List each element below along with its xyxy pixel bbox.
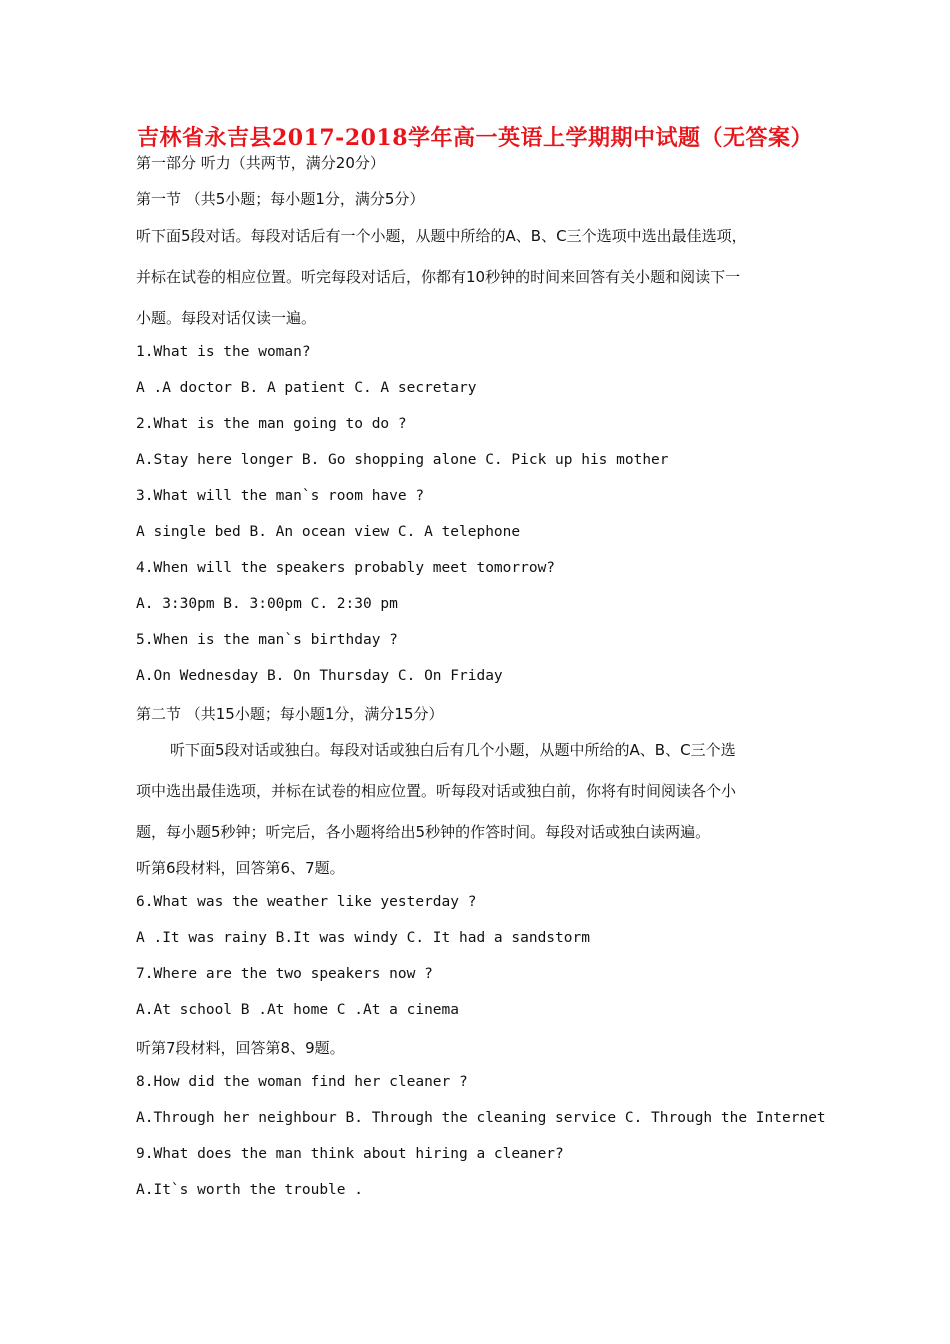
question-line: 5.When is the man`s birthday ? <box>136 632 398 648</box>
instruction-line: 听第7段材料，回答第8、9题。 <box>136 1039 345 1057</box>
instruction-line: 听下面5段对话或独白。每段对话或独白后有几个小题，从题中所给的A、B、C三个选 <box>170 741 736 759</box>
question-line: A.At school B .At home C .At a cinema <box>136 1002 460 1018</box>
question-line: A.Through her neighbour B. Through the cleaning service C. Through the Internet <box>136 1110 826 1126</box>
question-line: A.It`s worth the trouble . <box>136 1182 363 1198</box>
question-line: 1.What is the woman? <box>136 344 311 360</box>
question-line: A .It was rainy B.It was windy C. It had a sandstorm <box>136 930 590 946</box>
question-line: 4.When will the speakers probably meet tomorrow? <box>136 560 556 576</box>
question-line: 7.Where are the two speakers now ? <box>136 966 433 982</box>
question-line: A.On Wednesday B. On Thursday C. On Friday <box>136 668 503 684</box>
instruction-line: 小题。每段对话仅读一遍。 <box>136 309 317 327</box>
instruction-line: 第一部分 听力（共两节，满分20分） <box>136 154 385 172</box>
question-line: 6.What was the weather like yesterday ? <box>136 894 477 910</box>
question-line: A single bed B. An ocean view C. A telephone <box>136 524 521 540</box>
question-line: A.Stay here longer B. Go shopping alone C. Pick up his mother <box>136 452 669 468</box>
instruction-line: 第一节 （共5小题；每小题1分，满分5分） <box>136 190 425 208</box>
instruction-line: 听第6段材料，回答第6、7题。 <box>136 859 345 877</box>
instruction-line: 项中选出最佳选项，并标在试卷的相应位置。听每段对话或独白前，你将有时间阅读各个小 <box>136 782 737 800</box>
question-line: 2.What is the man going to do ? <box>136 416 407 432</box>
instruction-line: 并标在试卷的相应位置。听完每段对话后，你都有10秒钟的时间来回答有关小题和阅读下一 <box>136 268 741 286</box>
question-line: 3.What will the man`s room have ? <box>136 488 425 504</box>
instruction-line: 听下面5段对话。每段对话后有一个小题，从题中所给的A、B、C三个选项中选出最佳选项， <box>136 227 747 245</box>
question-line: 9.What does the man think about hiring a cleaner? <box>136 1146 564 1162</box>
question-line: 8.How did the woman find her cleaner ? <box>136 1074 468 1090</box>
question-line: A .A doctor B. A patient C. A secretary <box>136 380 477 396</box>
question-line: A. 3:30pm B. 3:00pm C. 2:30 pm <box>136 596 398 612</box>
document-title: 吉林省永吉县2017-2018学年高一英语上学期期中试题（无答案） <box>136 125 814 151</box>
instruction-line: 第二节 （共15小题；每小题1分，满分15分） <box>136 705 444 723</box>
instruction-line: 题，每小题5秒钟；听完后，各小题将给出5秒钟的作答时间。每段对话或独白读两遍。 <box>136 823 711 841</box>
